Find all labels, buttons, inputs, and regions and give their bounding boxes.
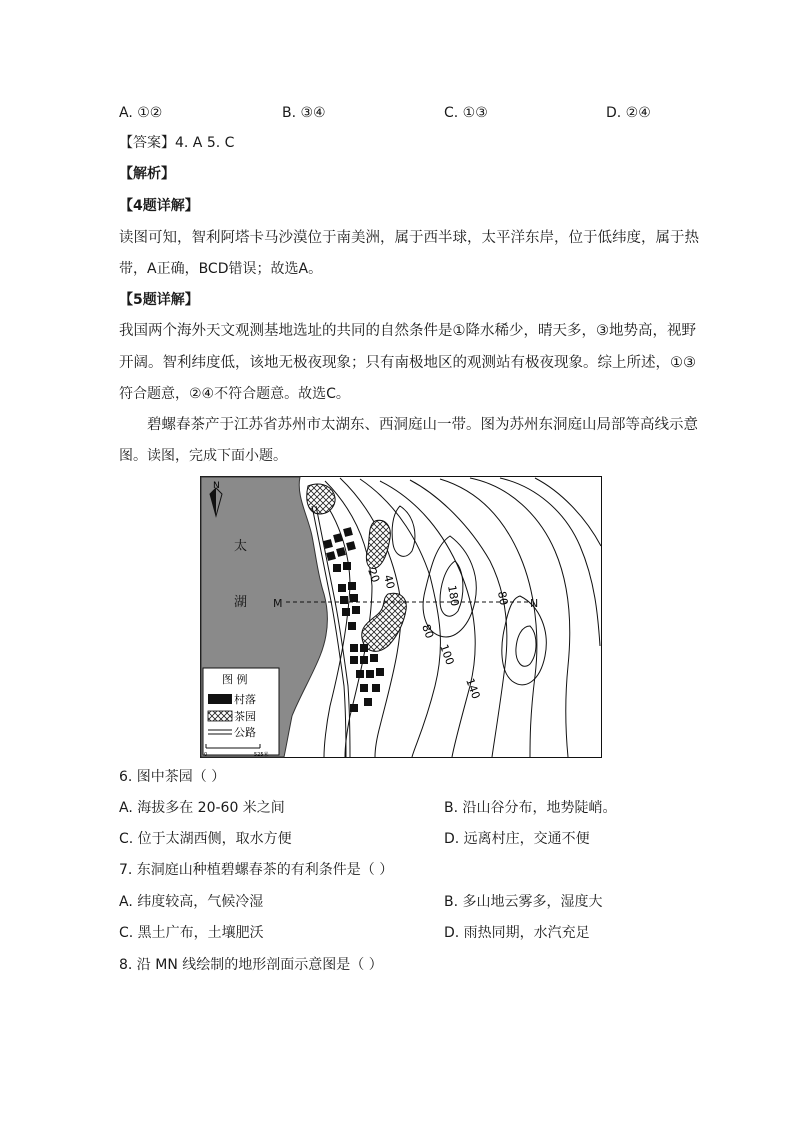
q6-option-c: C. 位于太湖西侧，取水方便 bbox=[119, 831, 292, 847]
contour-label-40: 40 bbox=[381, 573, 398, 591]
q7-option-d: D. 雨热同期，水汽充足 bbox=[444, 925, 590, 941]
scale-end: 525米 bbox=[254, 752, 269, 758]
lake-char-1: 太 bbox=[234, 539, 248, 554]
intro-line2: 图。读图，完成下面小题。 bbox=[119, 448, 287, 464]
q5-line3: 符合题意，②④不符合题意。故选C。 bbox=[119, 386, 350, 402]
q7-option-b: B. 多山地云雾多，湿度大 bbox=[444, 894, 603, 910]
contour-label-80b: 80 bbox=[495, 590, 511, 607]
q6-option-a: A. 海拔多在 20-60 米之间 bbox=[119, 800, 285, 816]
q5-title: 【5题详解】 bbox=[119, 292, 199, 308]
q5-line2: 开阔。智利纬度低，该地无极夜现象；只有南极地区的观测站有极夜现象。综上所述，①③ bbox=[119, 355, 696, 371]
legend-tea-swatch bbox=[208, 711, 232, 721]
intro-line1: 碧螺春茶产于江苏省苏州市太湖东、西洞庭山一带。图为苏州东洞庭山局部等高线示意 bbox=[147, 417, 698, 433]
q6-stem: 6. 图中茶园（ ） bbox=[119, 769, 226, 785]
option-b: B. ③④ bbox=[282, 105, 326, 121]
label-n: N bbox=[530, 597, 539, 610]
legend-road-label: 公路 bbox=[234, 726, 256, 739]
label-m: M bbox=[273, 597, 283, 610]
legend-title: 图 例 bbox=[222, 673, 248, 686]
answer-line: 【答案】4. A 5. C bbox=[119, 135, 235, 151]
contour-map bbox=[200, 476, 602, 758]
contour-label-180: 180 bbox=[445, 584, 462, 608]
scale-zero: 0 bbox=[204, 752, 208, 758]
option-d: D. ②④ bbox=[606, 105, 651, 121]
option-c: C. ①③ bbox=[444, 105, 488, 121]
q7-option-a: A. 纬度较高，气候冷湿 bbox=[119, 894, 264, 910]
contour-label-20: 20 bbox=[365, 566, 383, 585]
legend-village-label: 村落 bbox=[234, 693, 256, 706]
legend-tea-label: 茶园 bbox=[234, 710, 256, 723]
analysis-label: 【解析】 bbox=[119, 166, 175, 182]
q6-option-b: B. 沿山谷分布，地势陡峭。 bbox=[444, 800, 617, 816]
q4-line1: 读图可知，智利阿塔卡马沙漠位于南美洲，属于西半球，太平洋东岸，位于低纬度，属于热 bbox=[119, 230, 699, 246]
q5-line1: 我国两个海外天文观测基地选址的共同的自然条件是①降水稀少，晴天多，③地势高，视野 bbox=[119, 323, 696, 339]
q6-option-d: D. 远离村庄，交通不便 bbox=[444, 831, 590, 847]
q4-title: 【4题详解】 bbox=[119, 198, 199, 214]
option-a: A. ①② bbox=[119, 105, 163, 121]
legend-village-swatch bbox=[208, 694, 232, 704]
q4-line2: 带，A正确，BCD错误；故选A。 bbox=[119, 261, 323, 277]
q7-stem: 7. 东洞庭山种植碧螺春茶的有利条件是（ ） bbox=[119, 862, 394, 878]
lake-char-2: 湖 bbox=[234, 595, 248, 610]
contour-label-100: 100 bbox=[437, 642, 457, 667]
contour-label-80: 80 bbox=[419, 622, 437, 641]
q7-option-c: C. 黑土广布，土壤肥沃 bbox=[119, 925, 264, 941]
north-label: N bbox=[213, 481, 220, 491]
contour-label-140: 140 bbox=[463, 676, 483, 701]
q8-stem: 8. 沿 MN 线绘制的地形剖面示意图是（ ） bbox=[119, 957, 383, 973]
